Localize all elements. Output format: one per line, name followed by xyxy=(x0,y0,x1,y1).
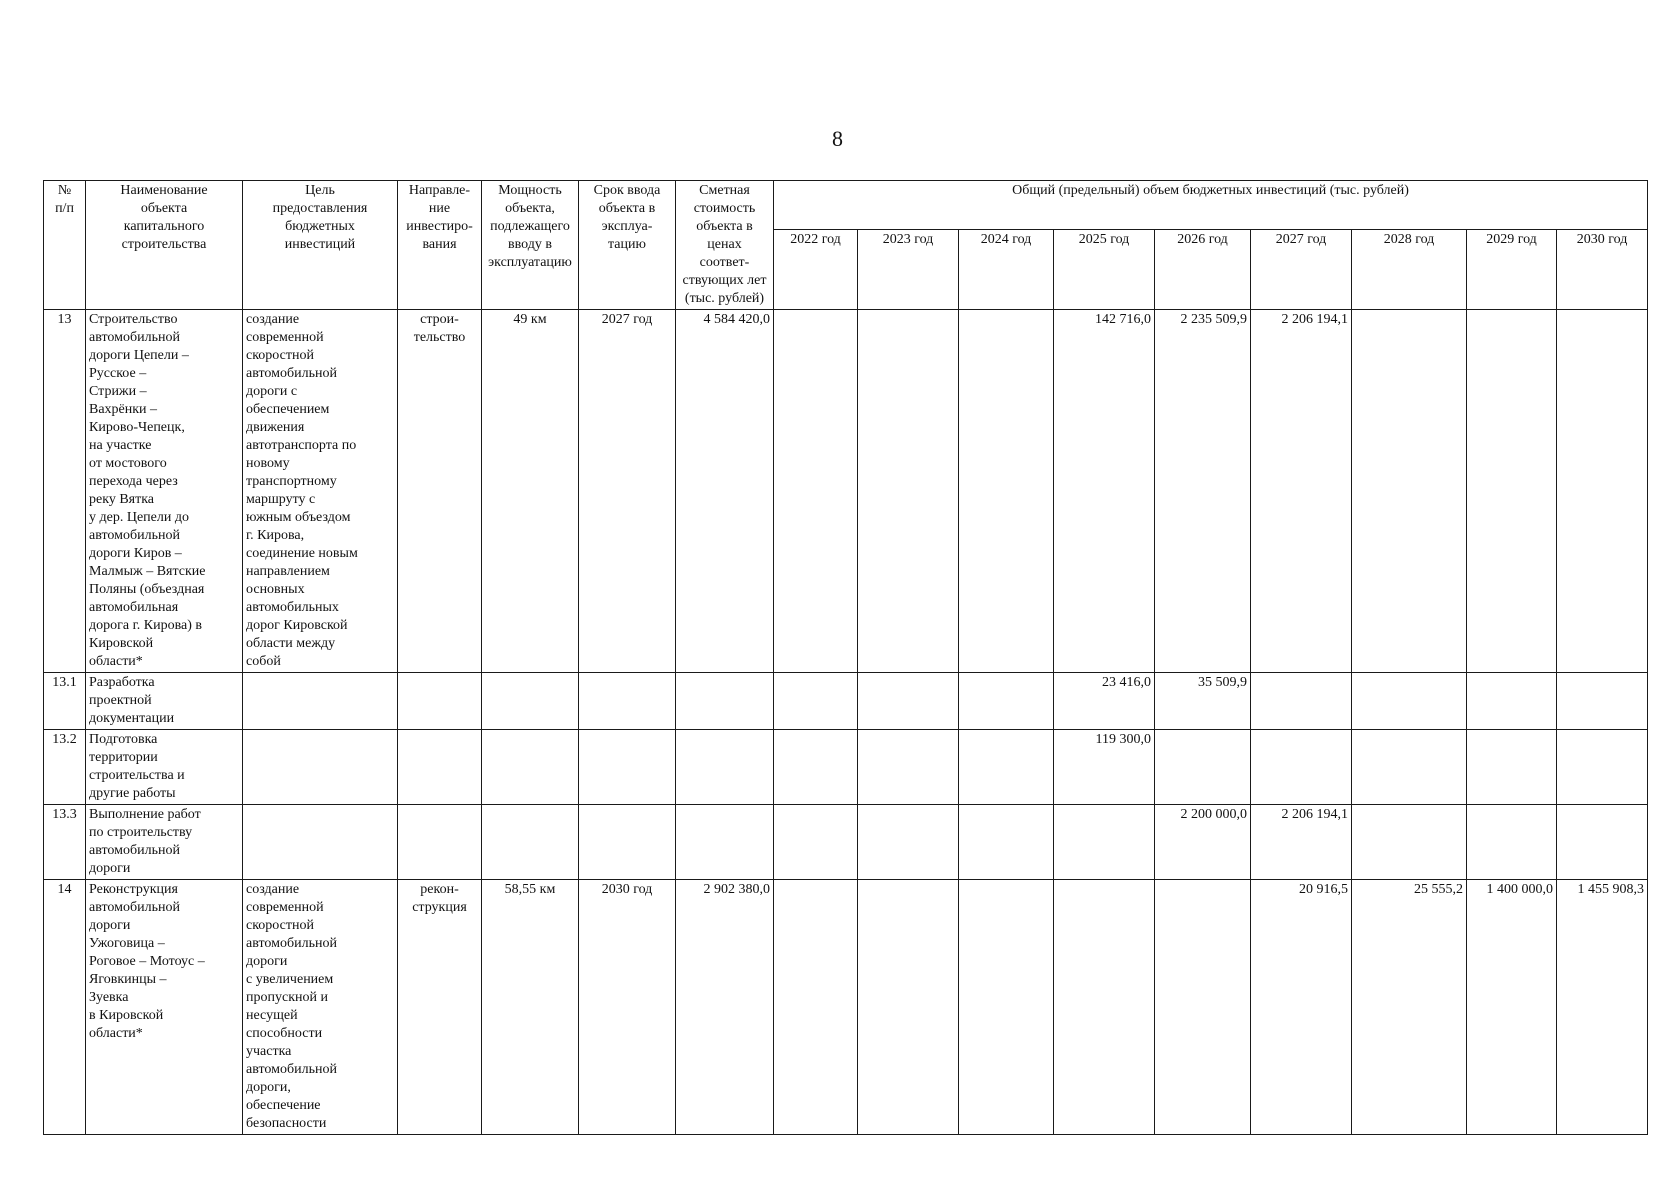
year-value xyxy=(1155,730,1251,805)
year-value xyxy=(1251,673,1352,730)
estimated-cost xyxy=(676,673,774,730)
year-value xyxy=(774,673,858,730)
object-capacity xyxy=(482,805,579,880)
year-value xyxy=(959,805,1054,880)
year-value xyxy=(858,310,959,673)
investment-direction xyxy=(398,730,482,805)
header-year: 2023 год xyxy=(858,230,959,310)
row-num: 13.1 xyxy=(44,673,86,730)
header-name: Наименование объекта капитального строительства xyxy=(86,181,243,310)
row-num: 14 xyxy=(44,880,86,1135)
header-total-group: Общий (предельный) объем бюджетных инвестиций (тыс. рублей) xyxy=(774,181,1648,230)
year-value: 119 300,0 xyxy=(1054,730,1155,805)
year-value xyxy=(1352,805,1467,880)
year-value xyxy=(1352,673,1467,730)
investment-goal: создание современной скоростной автомобильной дороги с увеличением пропускной и несущей способности участка автомобильной дороги, обеспечение безопасности xyxy=(243,880,398,1135)
year-value xyxy=(858,673,959,730)
header-cost: Сметная стоимость объекта в ценах соответ- ствующих лет (тыс. рублей) xyxy=(676,181,774,310)
commissioning-term xyxy=(579,730,676,805)
estimated-cost xyxy=(676,730,774,805)
investment-goal xyxy=(243,730,398,805)
table-row xyxy=(44,673,1648,730)
year-value xyxy=(774,805,858,880)
year-value xyxy=(959,730,1054,805)
header-capacity: Мощность объекта, подлежащего вводу в эксплуатацию xyxy=(482,181,579,310)
header-year: 2022 год xyxy=(774,230,858,310)
header-year: 2025 год xyxy=(1054,230,1155,310)
object-capacity: 58,55 км xyxy=(482,880,579,1135)
year-value xyxy=(1054,880,1155,1135)
commissioning-term xyxy=(579,805,676,880)
year-value xyxy=(1467,310,1557,673)
year-value: 25 555,2 xyxy=(1352,880,1467,1135)
header-num: № п/п xyxy=(44,181,86,310)
year-value xyxy=(959,880,1054,1135)
year-value: 2 235 509,9 xyxy=(1155,310,1251,673)
header-year: 2029 год xyxy=(1467,230,1557,310)
table-row xyxy=(44,730,1648,805)
year-value xyxy=(1054,805,1155,880)
commissioning-term: 2027 год xyxy=(579,310,676,673)
year-value: 2 206 194,1 xyxy=(1251,805,1352,880)
year-value xyxy=(774,310,858,673)
row-num: 13.2 xyxy=(44,730,86,805)
header-year: 2026 год xyxy=(1155,230,1251,310)
header-direction: Направле- ние инвестиро- вания xyxy=(398,181,482,310)
year-value: 23 416,0 xyxy=(1054,673,1155,730)
year-value xyxy=(1352,310,1467,673)
table-row xyxy=(44,805,1648,880)
year-value: 35 509,9 xyxy=(1155,673,1251,730)
investment-direction: рекон- струкция xyxy=(398,880,482,1135)
year-value xyxy=(774,730,858,805)
object-capacity xyxy=(482,673,579,730)
year-value xyxy=(959,673,1054,730)
row-num: 13 xyxy=(44,310,86,673)
object-name: Реконструкция автомобильной дороги Ужоговица – Роговое – Мотоус – Яговкинцы – Зуевка в Кировской области* xyxy=(86,880,243,1135)
object-name: Подготовка территории строительства и другие работы xyxy=(86,730,243,805)
year-value xyxy=(1557,805,1648,880)
object-name: Выполнение работ по строительству автомобильной дороги xyxy=(86,805,243,880)
commissioning-term: 2030 год xyxy=(579,880,676,1135)
year-value xyxy=(774,880,858,1135)
object-capacity xyxy=(482,730,579,805)
year-value: 1 400 000,0 xyxy=(1467,880,1557,1135)
investment-goal xyxy=(243,805,398,880)
budget-investment-table xyxy=(43,180,1648,1135)
table-row xyxy=(44,310,1648,673)
header-year: 2028 год xyxy=(1352,230,1467,310)
investment-goal: создание современной скоростной автомобильной дороги с обеспечением движения автотранспорта по новому транспортному маршруту с южным объездом г. Кирова, соединение новым направлением основных автомобильных дорог Кировской области между собой xyxy=(243,310,398,673)
object-name: Строительство автомобильной дороги Цепели – Русское – Стрижи – Вахрёнки – Кирово-Чепецк, на участке от мостового перехода через реку Вятка у дер. Цепели до автомобильной дороги Киров – Малмыж – Вятские Поляны (объездная автомобильная дорога г. Кирова) в Кировской области* xyxy=(86,310,243,673)
investment-goal xyxy=(243,673,398,730)
estimated-cost xyxy=(676,805,774,880)
year-value xyxy=(1557,730,1648,805)
table-row xyxy=(44,880,1648,1135)
page-number: 8 xyxy=(832,126,843,151)
estimated-cost: 4 584 420,0 xyxy=(676,310,774,673)
header-row xyxy=(44,181,1648,230)
year-value xyxy=(1155,880,1251,1135)
year-value: 2 206 194,1 xyxy=(1251,310,1352,673)
row-num: 13.3 xyxy=(44,805,86,880)
investment-direction: строи- тельство xyxy=(398,310,482,673)
year-value xyxy=(1467,673,1557,730)
year-value: 2 200 000,0 xyxy=(1155,805,1251,880)
object-name: Разработка проектной документации xyxy=(86,673,243,730)
header-year: 2027 год xyxy=(1251,230,1352,310)
year-value xyxy=(858,730,959,805)
year-value xyxy=(1557,673,1648,730)
header-year: 2024 год xyxy=(959,230,1054,310)
year-value xyxy=(1352,730,1467,805)
header-goal: Цель предоставления бюджетных инвестиций xyxy=(243,181,398,310)
year-value: 20 916,5 xyxy=(1251,880,1352,1135)
year-value xyxy=(959,310,1054,673)
year-value xyxy=(1467,805,1557,880)
header-year: 2030 год xyxy=(1557,230,1648,310)
investment-direction xyxy=(398,673,482,730)
investment-direction xyxy=(398,805,482,880)
year-value: 142 716,0 xyxy=(1054,310,1155,673)
year-value xyxy=(1251,730,1352,805)
year-value xyxy=(858,880,959,1135)
object-capacity: 49 км xyxy=(482,310,579,673)
year-value xyxy=(858,805,959,880)
commissioning-term xyxy=(579,673,676,730)
year-value xyxy=(1467,730,1557,805)
estimated-cost: 2 902 380,0 xyxy=(676,880,774,1135)
year-value xyxy=(1557,310,1648,673)
header-term: Срок ввода объекта в эксплуа- тацию xyxy=(579,181,676,310)
year-value: 1 455 908,3 xyxy=(1557,880,1648,1135)
